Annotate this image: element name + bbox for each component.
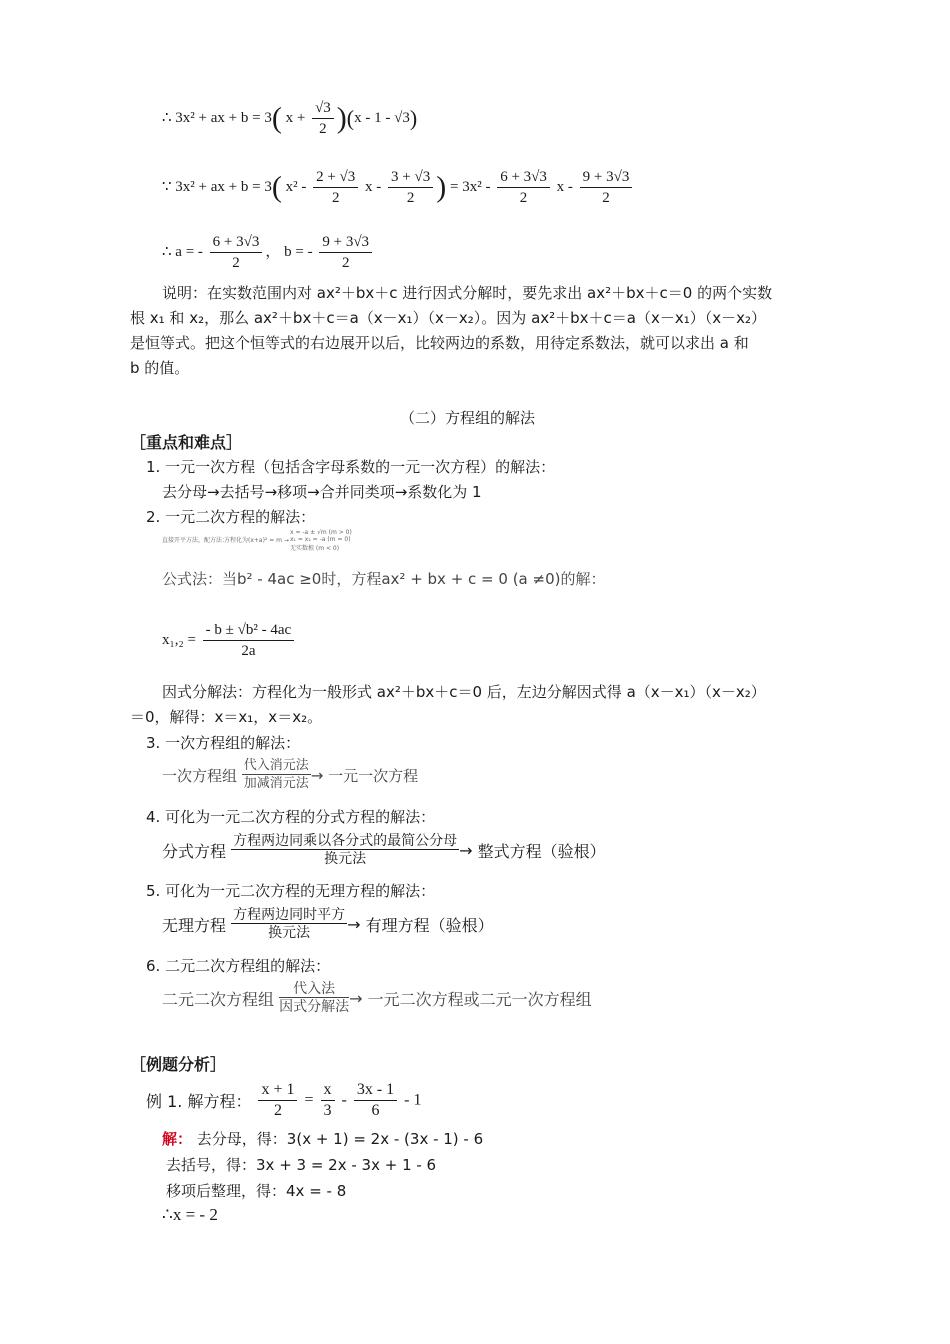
- item-5: 5. 可化为一元二次方程的无理方程的解法：: [146, 882, 436, 900]
- equation-2-lhs: 3x² + ax + b = 3: [175, 178, 272, 195]
- fraction: [203, 620, 295, 661]
- equation-1-lhs: 3x² + ax + b = 3: [175, 109, 272, 126]
- item-6: 6. 二元二次方程组的解法：: [146, 957, 331, 975]
- right-paren: ): [336, 101, 347, 135]
- diagram-left: 分式方程: [162, 842, 232, 861]
- tiny-text: x₁ = x₂ = -a (m = 0): [290, 536, 351, 543]
- equals-sign: =: [300, 1091, 318, 1109]
- arrow-label-bottom: 因式分解法: [279, 999, 350, 1015]
- key-points-heading: ［重点和难点］: [130, 433, 243, 452]
- therefore-symbol: ∴: [162, 243, 172, 260]
- fraction-denominator: 2: [406, 190, 415, 206]
- tiny-text: 直接开平方法，配方法：: [162, 537, 229, 544]
- fraction-numerator: 3x - 1: [354, 1080, 397, 1101]
- factor-method-line-2: ＝0，解得：x＝x₁，x＝x₂。: [130, 708, 323, 726]
- item-3: 3. 一次方程组的解法：: [146, 734, 301, 752]
- arrow-with-labels: [242, 758, 311, 793]
- fraction: [258, 1080, 297, 1121]
- solution-step: 去分母，得：3(x + 1) = 2x - (3x - 1) - 6: [196, 1130, 484, 1148]
- fraction-denominator: 2a: [241, 643, 256, 659]
- arrow-label-top: 代入法: [279, 981, 349, 998]
- equation-2-term: x² -: [285, 178, 311, 195]
- right-arrow-icon: →: [347, 915, 361, 934]
- explain-line-1: 说明：在实数范围内对 ax²＋bx＋c 进行因式分解时，要先求出 ax²＋bx＋c＝0 的两个实数: [162, 284, 773, 302]
- item-4: 4. 可化为一元二次方程的分式方程的解法：: [146, 808, 436, 826]
- fraction-numerator: 2 + √3: [313, 167, 358, 188]
- arrow-with-labels: [279, 981, 349, 1016]
- fraction-denominator: 2: [232, 255, 240, 271]
- a-value-lhs: a = -: [175, 243, 207, 260]
- tiny-formula-block: [162, 530, 382, 552]
- example-heading: ［例题分析］: [130, 1055, 227, 1074]
- separator: ，: [265, 243, 281, 260]
- fraction-denominator: 2: [273, 1102, 282, 1119]
- tiny-text: x = -a ± √m (m > 0): [290, 529, 352, 536]
- example-1: [146, 1080, 422, 1121]
- b-value-lhs: b = -: [284, 243, 317, 260]
- equation-3: [162, 232, 375, 273]
- fraction-denominator: 3: [323, 1102, 332, 1119]
- diagram-right: 有理方程（验根）: [365, 916, 494, 935]
- arrow-label-bottom: 换元法: [268, 925, 311, 941]
- diagram-left: 二元二次方程组: [162, 990, 280, 1009]
- explain-line-2: 根 x₁ 和 x₂，那么 ax²＋bx＋c＝a（x－x₁）（x－x₂）。因为 ax²＋bx＋c＝a（x－x₁）（x－x₂）: [130, 309, 767, 327]
- arrow-label-top: 代入消元法: [243, 758, 309, 773]
- explain-line-4: b 的值。: [130, 359, 190, 377]
- right-paren: ): [436, 170, 447, 204]
- section-title: （二）方程组的解法: [400, 409, 536, 427]
- item-3-diagram: [162, 758, 418, 793]
- fraction-numerator: 9 + 3√3: [580, 167, 633, 188]
- arrow-with-labels: [231, 833, 459, 868]
- diagram-right: 一元一次方程: [328, 767, 419, 785]
- equation-2: [162, 167, 635, 208]
- diagram-right: 一元二次方程或二元一次方程组: [367, 990, 592, 1009]
- left-paren: (: [271, 101, 282, 135]
- fraction-denominator: 2: [341, 255, 350, 271]
- formula-lhs: x₁,₂ =: [162, 631, 200, 648]
- fraction-numerator: x + 1: [258, 1080, 297, 1101]
- arrow-with-labels: [231, 907, 347, 942]
- equation-1-factor: x - 1 - √3: [354, 109, 410, 126]
- fraction-numerator: √3: [312, 98, 334, 119]
- fraction: [313, 167, 358, 208]
- formula-intro: 公式法：当b² - 4ac ≥0时，方程ax² + bx + c = 0 (a ≠0)的解：: [162, 570, 606, 588]
- item-2: 2. 一元二次方程的解法：: [146, 508, 316, 526]
- right-arrow-icon: →: [349, 989, 363, 1008]
- diagram-left: 无理方程: [162, 916, 232, 935]
- fraction-denominator: 2: [319, 121, 327, 137]
- arrow-label-bottom: 换元法: [324, 851, 367, 867]
- arrow-label-top: 方程两边同时平方: [233, 907, 346, 923]
- fraction: [312, 98, 334, 139]
- fraction: [497, 167, 550, 208]
- right-arrow-icon: →: [459, 841, 473, 860]
- fraction-numerator: - b ± √b² - 4ac: [203, 620, 295, 641]
- fraction: [321, 1080, 335, 1121]
- solution-line-2: 去括号，得：3x + 3 = 2x - 3x + 1 - 6: [166, 1156, 437, 1174]
- tiny-text: 无实数根 (m < 0): [290, 545, 340, 552]
- item-6-diagram: [162, 981, 592, 1016]
- item-1: 1. 一元一次方程（包括含字母系数的一元一次方程）的解法：: [146, 458, 556, 476]
- left-paren: (: [271, 170, 282, 204]
- fraction: [354, 1080, 397, 1121]
- equation-2-term: x -: [556, 178, 577, 195]
- fraction: [388, 167, 433, 208]
- fraction-numerator: 6 + 3√3: [210, 232, 263, 253]
- solution-line-4: ∴x = - 2: [162, 1205, 218, 1224]
- solution-line-1: [162, 1128, 483, 1149]
- tiny-text: 方程化为(x+a)² = m →: [224, 537, 289, 544]
- item-4-diagram: [162, 833, 606, 868]
- factor-method-line-1: 因式分解法：方程化为一般形式 ax²＋bx＋c＝0 后，左边分解因式得 a（x－x₁）（x－x₂）: [162, 683, 766, 701]
- fraction-numerator: 6 + 3√3: [497, 167, 550, 188]
- solution-label: 解：: [162, 1130, 193, 1148]
- explain-line-3: 是恒等式。把这个恒等式的右边展开以后，比较两边的系数，用待定系数法，就可以求出 a 和: [130, 334, 749, 352]
- fraction-denominator: 6: [371, 1102, 380, 1119]
- fraction-numerator: 9 + 3√3: [319, 232, 372, 253]
- left-paren: (: [346, 105, 355, 131]
- fraction-denominator: 2: [519, 190, 528, 206]
- solution-line-3: 移项后整理，得：4x = - 8: [166, 1182, 347, 1200]
- fraction: [210, 232, 263, 273]
- fraction-numerator: x: [321, 1080, 335, 1101]
- fraction: [580, 167, 633, 208]
- right-paren: ): [409, 105, 418, 131]
- arrow-label-bottom: 加减消元法: [243, 776, 309, 791]
- because-symbol: ∵: [162, 178, 172, 195]
- fraction: [319, 232, 372, 273]
- equation-1-term: x +: [285, 109, 310, 126]
- fraction-denominator: 2: [602, 190, 610, 206]
- fraction-denominator: 2: [331, 190, 340, 206]
- item-1-steps: 去分母→去括号→移项→合并同类项→系数化为 1: [162, 483, 482, 501]
- diagram-right: 整式方程（验根）: [477, 842, 606, 861]
- equation-tail: - 1: [400, 1091, 422, 1109]
- example-1-label: 例 1. 解方程：: [146, 1092, 252, 1111]
- fraction-numerator: 3 + √3: [388, 167, 433, 188]
- item-5-diagram: [162, 907, 494, 942]
- equation-1: [162, 98, 417, 139]
- arrow-label-top: 方程两边同乘以各分式的最简公分母: [233, 833, 458, 849]
- therefore-symbol: ∴: [162, 109, 172, 126]
- equation-2-rhs: = 3x² -: [450, 178, 495, 195]
- diagram-left: 一次方程组: [162, 767, 242, 785]
- equation-2-term: x -: [365, 178, 386, 195]
- right-arrow-icon: →: [310, 766, 324, 785]
- quadratic-formula: [162, 620, 297, 661]
- minus-sign: -: [337, 1091, 351, 1109]
